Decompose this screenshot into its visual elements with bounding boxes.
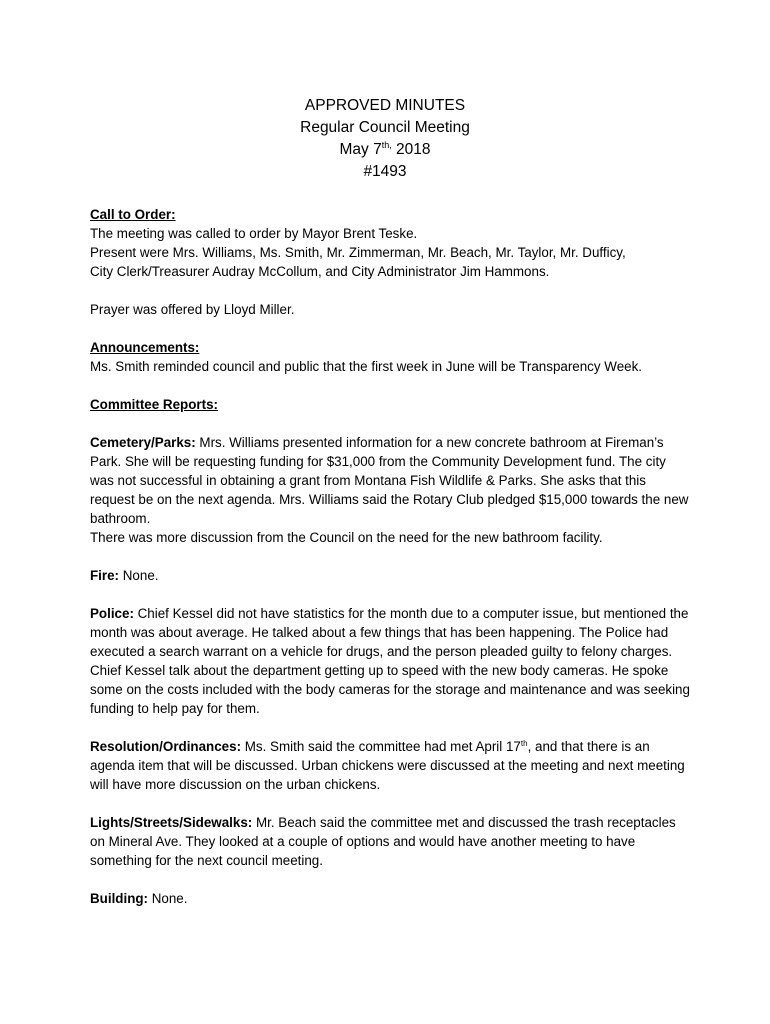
police-text: Chief Kessel did not have statistics for the month due to a computer issue, but mentioned the month was about average. He talked about a few things that has been happening. The Police had executed a search warrant on a vehicle for drugs, and the person pleaded guilty to felony charges. Chief Kessel talk about the department getting up to speed with the new body cameras. He spoke some on the costs included with the body cameras for the storage and maintenance and was seeking funding to help pay for them. [90,606,690,716]
spacer [90,794,690,813]
announcements-title: Announcements: [90,340,200,355]
committee-reports-title: Committee Reports: [90,397,218,412]
attendance-text-line1: Present were Mrs. Williams, Ms. Smith, Mr. Zimmerman, Mr. Beach, Mr. Taylor, Mr. Dufficy, [90,245,626,260]
meeting-date-year: 2018 [391,141,431,158]
cemetery-parks-label: Cemetery/Parks: [90,435,196,450]
resolution-ordinances-text-start: Ms. Smith said the committee had met April 17 [241,739,521,754]
building-text: None. [148,891,188,906]
fire-report [90,566,690,585]
cemetery-parks-text: Mrs. Williams presented information for a new concrete bathroom at Fireman’s Park. She will be requesting funding for $31,000 from the Community Development fund. The city was not successful in obtaining a grant from Montana Fish Wildlife & Parks. She asks that this request be on the next agenda. Mrs. Williams said the Rotary Club pledged $15,000 towards the new bathroom. [90,435,689,526]
minutes-status: APPROVED MINUTES [304,97,466,114]
spacer [90,281,690,300]
resolution-ordinances-report [90,737,690,794]
call-to-order-title: Call to Order: [90,207,176,222]
minutes-body [90,205,690,908]
cemetery-parks-report [90,433,690,528]
spacer [90,319,690,338]
meeting-date-suffix: th, [381,140,392,150]
meeting-date [0,139,770,161]
spacer [90,547,690,566]
spacer [90,870,690,889]
meeting-date-month-day: May 7 [339,141,382,158]
resolution-ordinances-label: Resolution/Ordinances: [90,739,242,754]
fire-text: None. [119,568,159,583]
call-to-order-text: The meeting was called to order by Mayor Brent Teske. [90,226,418,241]
lights-streets-sidewalks-text: Mr. Beach said the committee met and discussed the trash receptacles on Mineral Ave. They looked at a couple of options and would have another meeting to have something for the next council meeting. [90,815,676,868]
police-report [90,604,690,718]
spacer [90,718,690,737]
meeting-number: #1493 [363,163,407,180]
building-report [90,889,690,908]
cemetery-parks-followup: There was more discussion from the Council on the need for the new bathroom facility. [90,530,603,545]
announcements-text: Ms. Smith reminded council and public that the first week in June will be Transparency Week. [90,359,643,374]
prayer-text: Prayer was offered by Lloyd Miller. [90,302,295,317]
spacer [90,585,690,604]
building-label: Building: [90,891,149,906]
meeting-type: Regular Council Meeting [300,119,470,136]
resolution-ordinances-text-end: , and that there is an agenda item that will be discussed. Urban chickens were discussed at the meeting and next meeting will have more discussion on the urban chickens. [90,739,685,792]
document-header [0,95,770,183]
attendance-text-line2: City Clerk/Treasurer Audray McCollum, and City Administrator Jim Hammons. [90,264,550,279]
spacer [90,376,690,395]
police-label: Police: [90,606,134,621]
resolution-ordinances-date-suffix: th [520,739,528,748]
lights-streets-sidewalks-report [90,813,690,870]
lights-streets-sidewalks-label: Lights/Streets/Sidewalks: [90,815,253,830]
fire-label: Fire: [90,568,120,583]
spacer [90,414,690,433]
